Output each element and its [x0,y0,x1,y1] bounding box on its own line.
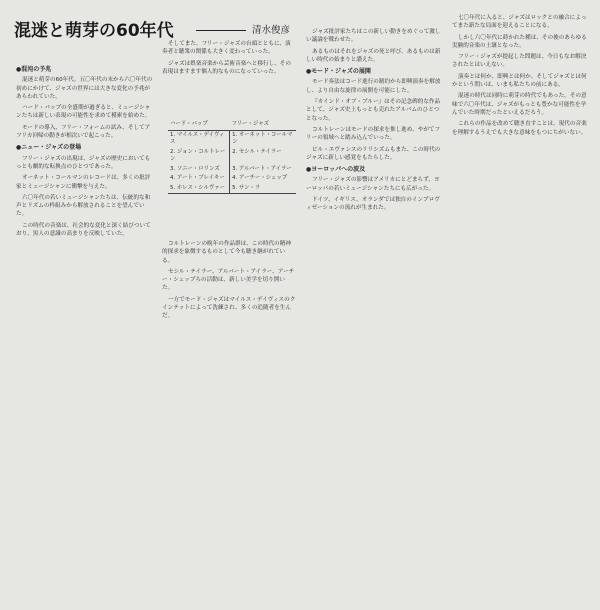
paragraph: 七〇年代に入ると、ジャズはロックとの融合によってまた新たな局面を迎えることになる。 [452,15,587,30]
article-title: 混迷と萌芽の60年代 [14,21,174,41]
section-heading: ●混沌の予兆 [16,66,52,73]
paragraph: モード奏法はコード進行の制約から即興演奏を解放し、より自由な旋律の展開を可能にした。 [306,79,441,94]
table-cell: 5. ホレス・シルヴァー [168,184,230,194]
title-divider [196,30,246,31]
paragraph: 演奏とは何か、即興とは何か、そしてジャズとは何かという問いは、いまも私たちの前にある。 [452,73,587,89]
section-heading: ●ニュー・ジャズの登場 [16,144,82,152]
column-1 [16,62,154,610]
paragraph: ハード・バップの全盛期が過ぎると、ミュージシャンたちは新しい表現の可能性を求めて模索を始めた。 [16,105,151,120]
table-cell: 3. アルバート・アイラー [230,165,296,175]
paragraph: 六〇年代の若いミュージシャンたちは、伝統的な和声とリズムの枠組みから解放されることを望んでいた。 [16,194,151,218]
paragraph: これらの作品を改めて聴き直すことは、現代の音楽を理解するうえでも大きな意味をもつにちがいない。 [452,121,587,136]
paragraph: しかし六〇年代に蒔かれた種は、その後のあらゆる実験的音楽の土壌となった。 [452,34,587,49]
table-cell: 4. アート・ブレイキー [170,175,225,181]
table-cell: 2. セシル・テイラー [230,148,296,165]
paragraph: セシル・テイラー、アルバート・アイラー、アーチー・シェップらの活動は、新しい美学を切り開いた。 [162,268,295,292]
table-row [168,174,296,184]
paragraph: 『カインド・オブ・ブルー』はその記念碑的な作品として、ジャズ史上もっとも売れたアルバムのひとつとなった。 [306,99,441,122]
paragraph: ビル・エヴァンスのリリシズムもまた、この時代のジャズに新しい感覚をもたらした。 [306,146,441,161]
table-cell: 3. ソニー・ロリンズ [170,165,220,172]
paragraph: 一方でモード・ジャズはマイルス・デイヴィスのクインテットによって洗練され、多くの追随者を生んだ。 [162,296,296,320]
paragraph: フリー・ジャズの影響はアメリカにとどまらず、ヨーロッパの若いミュージシャンたちにも広がった。 [306,177,440,192]
paragraph: ジャズ批評家たちはこの新しい動きをめぐって激しい議論を戦わせた。 [306,29,441,44]
table-header: フリー・ジャズ [230,120,296,130]
table-cell: 5. サン・ラ [230,184,296,194]
paragraph: あるものはそれをジャズの死と呼び、あるものは新しい時代の始まりと讃えた。 [306,48,441,63]
paragraph: ドイツ、イギリス、オランダでは独自のインプロヴィゼーションの流れが生まれた。 [306,197,440,212]
paragraph: ジャズは娯楽音楽から芸術音楽へと移行し、その表現はますます個人的なものになっていった。 [162,60,291,75]
table-row [168,148,296,165]
paragraph: この時代の音楽は、社会的な変化と深く結びついており、黒人の意識の高まりを反映していた。 [16,222,151,238]
table-cell: 4. アーチー・シェップ [230,174,296,184]
discography-table [168,120,296,194]
column-4 [452,14,590,562]
paragraph: コルトレーンはモードの探求を推し進め、やがてフリーの領域へと踏み込んでいった。 [306,126,441,142]
paragraph: そしてまた、フリー・ジャズの台頭とともに、演奏者と聴衆の関係も大きく変わっていった。 [162,41,291,56]
paragraph: オーネット・コールマンのレコードは、多くの批評家とミュージシャンに衝撃を与えた。 [16,175,151,190]
paragraph: 混迷と萌芽の60年代。五〇年代の末から六〇年代の初めにかけて、ジャズの世界には大きな変化の予兆があらわれていた。 [16,77,153,100]
table-row [168,165,296,175]
table-header: ハード・バップ [168,120,230,130]
author-name: 清水俊彦 [252,25,291,36]
paragraph: フリー・ジャズが提起した問題は、今日もなお解決されたとはいえない。 [452,54,587,69]
column-2-lower [162,240,296,324]
paragraph: 混迷の時代は同時に萌芽の時代でもあった。その意味で六〇年代は、ジャズがもっとも豊かな可能性を孕んでいた時期だったといえるだろう。 [452,93,587,116]
paragraph: コルトレーンの晩年の作品群は、この時代の精神的探求を象徴するものとして今も聴き継がれている。 [162,241,291,264]
table-cell: 2. ジョン・コルトレーン [170,148,226,162]
column-3 [306,28,442,576]
section-heading: ●ヨーロッパへの波及 [306,166,366,174]
table-cell: 1. オーネット・コールマン [230,130,296,148]
table-row [168,184,296,194]
paragraph: フリー・ジャズの出現は、ジャズの歴史においてもっとも劇的な転換点のひとつであった。 [16,155,151,170]
table-cell: 1. マイルス・デイヴィス [170,131,225,145]
paragraph: モードの導入、フリー・フォームの試み、そしてアフリカ回帰の動きが相次いで起こった。 [16,124,151,140]
table-row [168,130,296,148]
section-heading: ●モード・ジャズの展開 [306,68,371,76]
table-header-row [168,120,296,130]
